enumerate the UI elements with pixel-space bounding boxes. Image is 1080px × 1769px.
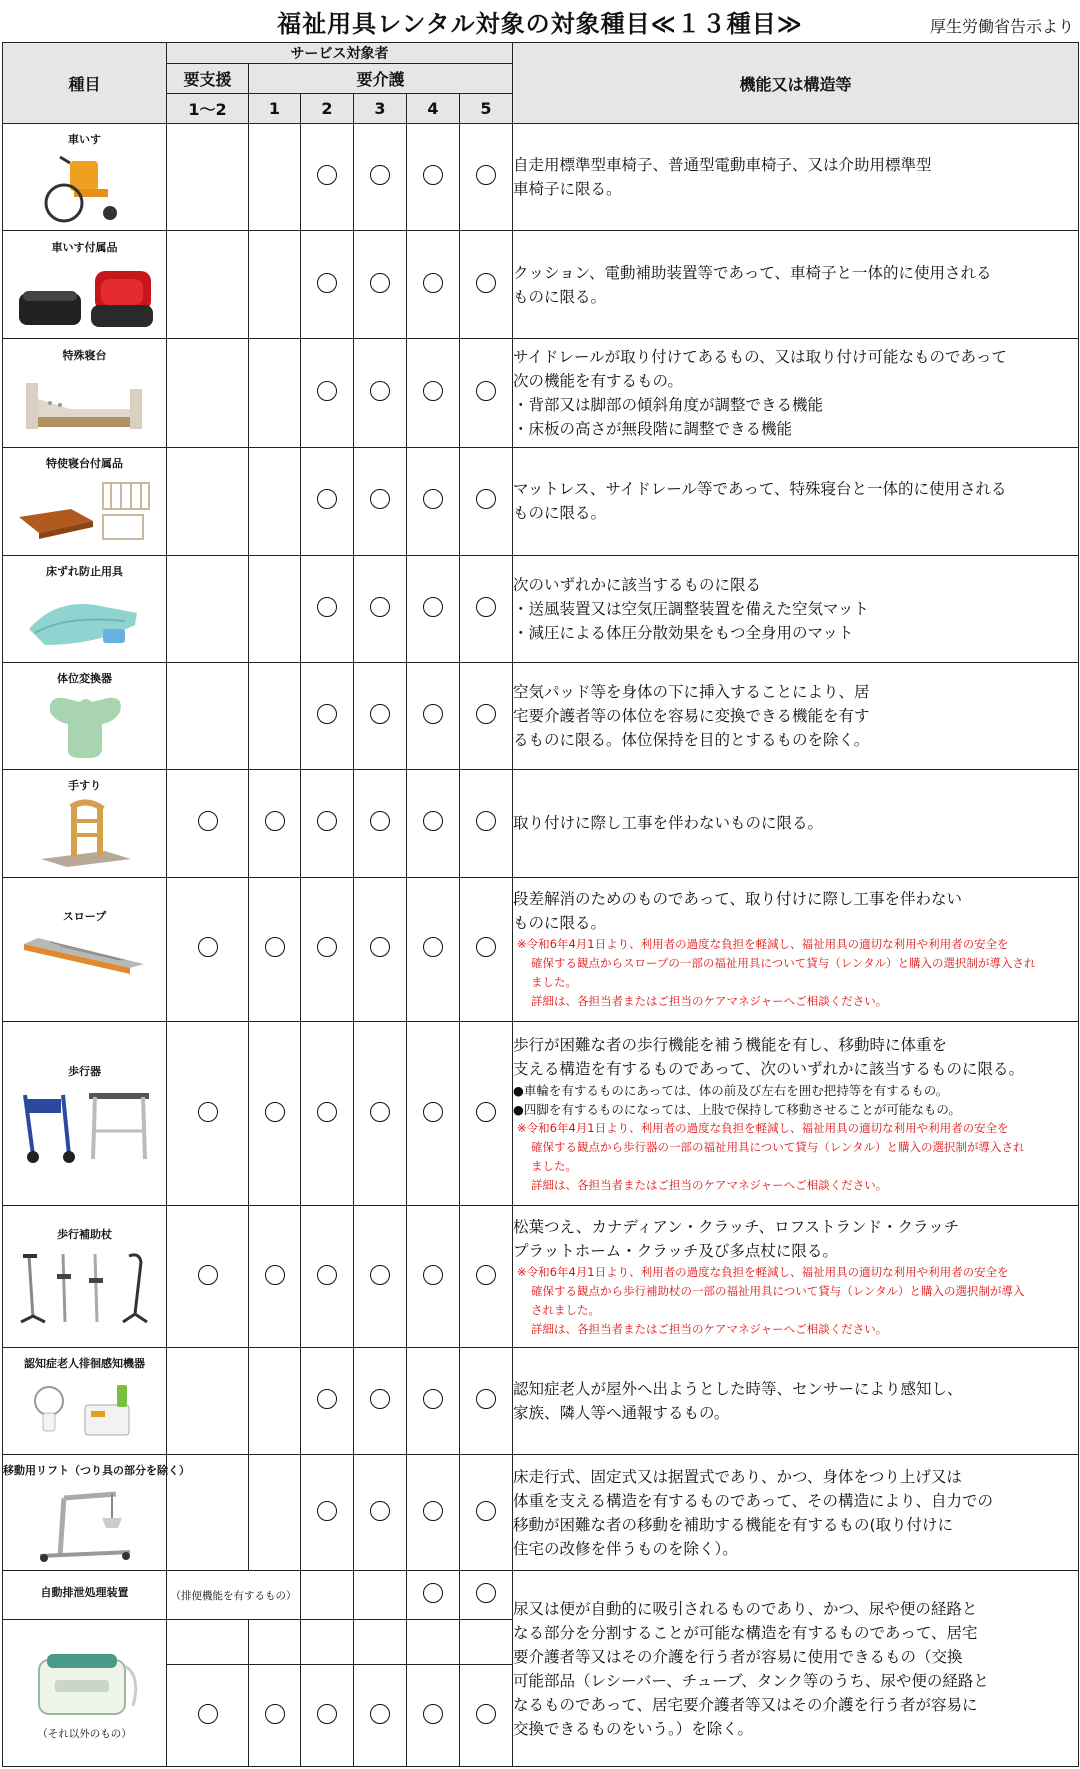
lift-icon [30, 1484, 140, 1564]
eligibility-cell [249, 1022, 301, 1206]
description-line: 尿又は便が自動的に吸引されるものであり、かつ、尿や便の経路と [513, 1599, 978, 1618]
item-name: 自動排泄処理装置 [40, 1586, 129, 1600]
table-row [3, 124, 1079, 231]
eligibility-cell [167, 338, 249, 448]
item-name: 認知症老人徘徊感知機器 [24, 1356, 145, 1370]
description-line: 要介護者等又はその介護を行う者が容易に使用できるもの（交換 [513, 1647, 963, 1666]
eligibility-cell [301, 1206, 354, 1347]
eligibility-cell [249, 555, 301, 662]
description-line: クッション、電動補助装置等であって、車椅子と一体的に使用される [513, 263, 992, 282]
description-cell [513, 555, 1079, 662]
eligibility-cell [460, 770, 513, 877]
item-name: スロープ [62, 910, 107, 924]
eligibility-cell [301, 448, 354, 555]
eligible-circle-icon [317, 1389, 337, 1409]
eligibility-cell [167, 662, 249, 769]
eligible-circle-icon [370, 1704, 390, 1724]
description-line: ものに限る。 [513, 504, 607, 523]
eligibility-cell [249, 448, 301, 555]
description-line: マットレス、サイドレール等であって、特殊寝台と一体的に使用される [513, 480, 1007, 499]
level-header: 1 [249, 94, 301, 124]
eligible-circle-icon [198, 811, 218, 831]
item-name: 車いす [68, 133, 101, 147]
eligible-circle-icon [370, 704, 390, 724]
level-header: 5 [460, 94, 513, 124]
eligibility-cell [407, 1347, 460, 1454]
description-line: 宅要介護者等の体位を容易に変換できる機能を有す [513, 707, 870, 726]
eligible-circle-icon [476, 1704, 496, 1724]
excretion-sub-label-b: （それ以外のもの） [37, 1727, 132, 1740]
eligible-circle-icon [370, 489, 390, 509]
sensor-device-icon [25, 1377, 145, 1447]
description-line: 可能部品（レシーバー、チューブ、タンク等のうち、尿や便の経路と [513, 1671, 989, 1690]
description-line: 次の機能を有するもの。 [513, 371, 683, 390]
eligibility-cell [249, 124, 301, 231]
eligibility-cell [301, 124, 354, 231]
eligibility-cell [354, 1347, 407, 1454]
description-line: ものに限る。 [513, 914, 607, 933]
eligible-circle-icon [370, 597, 390, 617]
eligibility-cell [167, 1022, 249, 1206]
notice-line: されました。 [531, 1302, 600, 1317]
eligibility-cell [407, 662, 460, 769]
description-line: ・減圧による体圧分散効果をもつ全身用のマット [513, 623, 854, 642]
eligibility-cell [249, 877, 301, 1022]
description-line: サイドレールが取り付けてあるもの、又は取り付け可能なものであって [513, 347, 1007, 366]
description-cell [513, 877, 1079, 1022]
eligible-circle-icon [423, 811, 443, 831]
slope-icon [20, 930, 150, 990]
eligibility-cell [249, 1347, 301, 1454]
eligible-circle-icon [198, 1102, 218, 1122]
eligibility-cell [301, 338, 354, 448]
eligible-circle-icon [423, 937, 443, 957]
description-line: 車椅子に限る。 [513, 180, 622, 199]
eligible-circle-icon [476, 165, 496, 185]
eligible-circle-icon [317, 1265, 337, 1285]
function-column-header: 機能又は構造等 [513, 43, 1079, 124]
eligible-circle-icon [476, 811, 496, 831]
eligible-circle-icon [423, 381, 443, 401]
notice-line: ました。 [531, 1158, 577, 1173]
eligibility-cell [301, 1022, 354, 1206]
eligibility-cell [301, 1665, 354, 1767]
eligible-circle-icon [476, 1583, 496, 1603]
level-header: 4 [407, 94, 460, 124]
red-notice [513, 1263, 1078, 1339]
eligibility-cell [460, 1620, 513, 1665]
table-row [3, 877, 1079, 1022]
description-line: 認知症老人が屋外へ出ようとした時等、センサーにより感知し、 [513, 1379, 963, 1398]
service-target-header: サービス対象者 [167, 43, 513, 64]
item-name: 移動用リフト（つり具の部分を除く） [3, 1463, 190, 1477]
description-line: 支える構造を有するものであって、次のいずれかに該当するものに限る。 [513, 1059, 1025, 1078]
eligible-circle-icon [265, 1704, 285, 1724]
eligibility-cell [460, 124, 513, 231]
eligible-circle-icon [370, 1102, 390, 1122]
table-row [3, 770, 1079, 877]
description-line: 家族、隣人等へ通報するもの。 [513, 1403, 730, 1422]
eligibility-cell [354, 1571, 407, 1620]
eligible-circle-icon [423, 489, 443, 509]
eligible-circle-icon [265, 1102, 285, 1122]
eligible-circle-icon [423, 704, 443, 724]
eligible-circle-icon [476, 704, 496, 724]
eligibility-cell [167, 877, 249, 1022]
description-cell [513, 770, 1079, 877]
eligibility-cell [354, 1206, 407, 1347]
eligible-circle-icon [423, 1704, 443, 1724]
description-line: ものに限る。 [513, 287, 607, 306]
eligible-circle-icon [476, 1265, 496, 1285]
description-line: 次のいずれかに該当するものに限る [513, 575, 762, 594]
item-cell [3, 1571, 167, 1620]
eligible-circle-icon [476, 273, 496, 293]
eligibility-cell [249, 338, 301, 448]
eligibility-cell [249, 770, 301, 877]
table-row [3, 662, 1079, 769]
eligibility-cell [249, 231, 301, 338]
eligibility-cell [167, 1665, 249, 1767]
rental-items-table [2, 42, 1079, 1767]
handrail-icon [35, 799, 135, 869]
eligibility-cell [301, 555, 354, 662]
eligibility-cell [460, 448, 513, 555]
description-cell [513, 1571, 1079, 1767]
eligibility-cell [460, 1347, 513, 1454]
notice-line: 確保する観点から歩行補助杖の一部の福祉用具について貸与（レンタル）と購入の選択制が導入 [531, 1283, 1025, 1298]
item-cell [3, 555, 167, 662]
eligibility-cell [407, 124, 460, 231]
description-line: 空気パッド等を身体の下に挿入することにより、居 [513, 683, 870, 702]
eligibility-cell [167, 448, 249, 555]
eligible-circle-icon [317, 1704, 337, 1724]
table-row [3, 1347, 1079, 1454]
eligible-circle-icon [423, 273, 443, 293]
notice-line: 詳細は、各担当者またはご担当のケアマネジャーへご相談ください。 [531, 1321, 888, 1336]
eligible-circle-icon [423, 1389, 443, 1409]
eligible-circle-icon [317, 937, 337, 957]
description-line: 松葉つえ、カナディアン・クラッチ、ロフストランド・クラッチ [513, 1217, 960, 1236]
eligible-circle-icon [476, 597, 496, 617]
eligible-circle-icon [476, 489, 496, 509]
eligibility-cell [460, 338, 513, 448]
eligibility-cell [354, 1620, 407, 1665]
eligibility-cell [301, 877, 354, 1022]
item-cell [3, 1022, 167, 1206]
eligible-circle-icon [476, 1102, 496, 1122]
description-cell [513, 124, 1079, 231]
eligible-circle-icon [317, 1501, 337, 1521]
table-row [3, 555, 1079, 662]
eligibility-cell [407, 770, 460, 877]
description-cell [513, 448, 1079, 555]
excretion-sub-label-a: （排便機能を有するもの） [167, 1571, 301, 1620]
eligibility-cell [249, 1665, 301, 1767]
description-line: ●車輪を有するものにあっては、体の前及び左右を囲む把持等を有するもの。 [513, 1082, 949, 1098]
eligibility-cell [167, 231, 249, 338]
description-line: ・背部又は脚部の傾斜角度が調整できる機能 [513, 395, 824, 414]
wheelchair-icon [30, 153, 140, 223]
eligibility-cell [354, 124, 407, 231]
table-row [3, 1455, 1079, 1571]
item-name: 手すり [68, 779, 101, 793]
excretion-device-icon [25, 1646, 145, 1722]
item-name: 車いす付属品 [51, 240, 118, 254]
eligibility-cell [301, 1455, 354, 1571]
eligibility-cell [460, 877, 513, 1022]
description-cell [513, 662, 1079, 769]
description-line: 交換できるものをいう。）を除く。 [513, 1719, 753, 1738]
eligibility-cell [407, 1206, 460, 1347]
red-notice [513, 1119, 1078, 1195]
notice-line: 詳細は、各担当者またはご担当のケアマネジャーへご相談ください。 [531, 1177, 888, 1192]
eligible-circle-icon [198, 1704, 218, 1724]
description-line: 取り付けに際し工事を伴わないものに限る。 [513, 814, 824, 833]
cushion-icon [15, 261, 155, 331]
item-cell [3, 338, 167, 448]
table-row [3, 1571, 1079, 1620]
eligibility-cell [301, 770, 354, 877]
table-row [3, 231, 1079, 338]
description-line: 歩行が困難な者の歩行機能を補う機能を有し、移動時に体重を [513, 1035, 948, 1054]
item-name: 歩行器 [68, 1064, 101, 1078]
item-cell [3, 1206, 167, 1347]
bed-icon [20, 369, 150, 439]
eligible-circle-icon [370, 381, 390, 401]
eligibility-cell [407, 338, 460, 448]
level-header: 1～2 [167, 94, 249, 124]
air-mattress-icon [25, 585, 145, 655]
description-cell [513, 1347, 1079, 1454]
eligible-circle-icon [423, 1102, 443, 1122]
eligible-circle-icon [317, 704, 337, 724]
eligibility-cell [354, 231, 407, 338]
item-name: 体位変換器 [57, 672, 112, 686]
eligible-circle-icon [423, 597, 443, 617]
eligible-circle-icon [317, 811, 337, 831]
description-line: ・床板の高さが無段階に調整できる機能 [513, 419, 793, 438]
eligibility-cell [407, 1571, 460, 1620]
eligibility-cell [407, 1620, 460, 1665]
eligibility-cell [167, 555, 249, 662]
eligibility-cell [301, 231, 354, 338]
eligible-circle-icon [317, 1102, 337, 1122]
description-cell [513, 1206, 1079, 1347]
eligible-circle-icon [423, 1501, 443, 1521]
item-cell [3, 1347, 167, 1454]
item-cell [3, 770, 167, 877]
eligible-circle-icon [317, 165, 337, 185]
eligibility-cell [407, 1022, 460, 1206]
eligibility-cell [460, 231, 513, 338]
eligibility-cell [167, 1347, 249, 1454]
eligibility-cell [460, 1022, 513, 1206]
eligibility-cell [407, 448, 460, 555]
eligibility-cell [354, 1022, 407, 1206]
item-name: 歩行補助杖 [57, 1227, 112, 1241]
eligibility-cell [301, 1347, 354, 1454]
item-image-cell [3, 1620, 167, 1767]
item-name: 特使寝台付属品 [46, 457, 123, 471]
description-line: 住宅の改修を伴うものを除く）。 [513, 1539, 738, 1558]
eligibility-cell [354, 1455, 407, 1571]
notice-line: ました。 [531, 975, 577, 990]
page-title: 福祉用具レンタル対象の対象種目≪１３種目≫ [277, 10, 803, 38]
eligibility-cell [354, 877, 407, 1022]
item-cell [3, 877, 167, 1022]
eligibility-cell [407, 1455, 460, 1571]
description-line: プラットホーム・クラッチ及び多点杖に限る。 [513, 1241, 838, 1260]
eligibility-cell [460, 662, 513, 769]
description-line: るものに限る。体位保持を目的とするものを除く。 [513, 731, 870, 750]
item-cell [3, 1455, 190, 1571]
item-cell [3, 231, 167, 338]
eligible-circle-icon [370, 165, 390, 185]
support-header: 要支援 [167, 64, 249, 94]
eligibility-cell [460, 1206, 513, 1347]
eligible-circle-icon [265, 937, 285, 957]
mattress-rail-icon [15, 477, 155, 547]
eligibility-cell [460, 1455, 513, 1571]
eligibility-cell [354, 555, 407, 662]
eligible-circle-icon [317, 489, 337, 509]
description-cell [513, 1022, 1079, 1206]
eligibility-cell [354, 1665, 407, 1767]
eligibility-cell [407, 555, 460, 662]
eligible-circle-icon [370, 811, 390, 831]
notice-line: ※令和6年4月1日より、利用者の過度な負担を軽減し、福祉用具の適切な利用や利用者の安全を [517, 1264, 1009, 1279]
description-line: なる部分を分割することが可能な構造を有するものであって、居宅 [513, 1623, 978, 1642]
eligibility-cell [249, 662, 301, 769]
eligible-circle-icon [370, 273, 390, 293]
eligible-circle-icon [265, 1265, 285, 1285]
notice-line: ※令和6年4月1日より、利用者の過度な負担を軽減し、福祉用具の適切な利用や利用者の安全を [517, 937, 1009, 952]
eligible-circle-icon [423, 1583, 443, 1603]
table-row [3, 1206, 1079, 1347]
description-line: 自走用標準型車椅子、普通型電動車椅子、又は介助用標準型 [513, 156, 932, 175]
eligibility-cell [167, 1620, 249, 1665]
table-row [3, 338, 1079, 448]
eligible-circle-icon [476, 1501, 496, 1521]
title-bar [0, 0, 1080, 42]
eligible-circle-icon [370, 1389, 390, 1409]
item-name: 床ずれ防止用具 [46, 564, 123, 578]
notice-line: 確保する観点から歩行器の一部の福祉用具について貸与（レンタル）と購入の選択制が導入され [531, 1139, 1025, 1154]
eligible-circle-icon [423, 1265, 443, 1285]
table-row [3, 1022, 1079, 1206]
eligibility-cell [301, 1620, 354, 1665]
notice-line: ※令和6年4月1日より、利用者の過度な負担を軽減し、福祉用具の適切な利用や利用者の安全を [517, 1120, 1009, 1135]
item-cell [3, 448, 167, 555]
positioning-cushion-icon [40, 692, 130, 762]
description-line: なるものであって、居宅要介護者等又はその介護を行う者が容易に [513, 1695, 978, 1714]
eligibility-cell [249, 1206, 301, 1347]
description-line: ●四脚を有するものになっては、上肢で保持して移動させることが可能なもの。 [513, 1101, 961, 1117]
eligibility-cell [407, 877, 460, 1022]
eligibility-cell [407, 1665, 460, 1767]
eligibility-cell [167, 1206, 249, 1347]
description-line: 移動が困難な者の移動を補助する機能を有するもの(取り付けに [513, 1515, 954, 1534]
description-cell [513, 231, 1079, 338]
eligibility-cell [460, 1665, 513, 1767]
eligibility-cell [301, 1571, 354, 1620]
item-name: 特殊寝台 [62, 348, 107, 362]
description-line: ・送風装置又は空気圧調整装置を備えた空気マット [513, 599, 869, 618]
eligible-circle-icon [370, 937, 390, 957]
description-cell [513, 338, 1079, 448]
eligibility-cell [354, 770, 407, 877]
eligible-circle-icon [317, 381, 337, 401]
eligibility-cell [354, 338, 407, 448]
cane-icon [15, 1248, 155, 1328]
level-header: 2 [301, 94, 354, 124]
eligibility-cell [354, 662, 407, 769]
care-header: 要介護 [249, 64, 513, 94]
description-line: 床走行式、固定式又は据置式であり、かつ、身体をつり上げ又は [513, 1467, 962, 1486]
eligible-circle-icon [370, 1265, 390, 1285]
eligibility-cell [354, 448, 407, 555]
eligibility-cell [167, 770, 249, 877]
eligibility-cell [460, 555, 513, 662]
table-row [3, 448, 1079, 555]
description-cell [513, 1455, 1079, 1571]
eligible-circle-icon [370, 1501, 390, 1521]
item-cell [3, 662, 167, 769]
eligible-circle-icon [476, 381, 496, 401]
description-line: 段差解消のためのものであって、取り付けに際し工事を伴わない [513, 890, 963, 909]
eligible-circle-icon [476, 1389, 496, 1409]
level-header: 3 [354, 94, 407, 124]
eligibility-cell [301, 662, 354, 769]
item-column-header: 種目 [3, 43, 167, 124]
source-note: 厚生労働省告示より [929, 17, 1074, 36]
notice-line: 詳細は、各担当者またはご担当のケアマネジャーへご相談ください。 [531, 994, 888, 1009]
item-cell [3, 124, 167, 231]
red-notice [513, 935, 1078, 1011]
eligibility-cell [249, 1455, 301, 1571]
notice-line: 確保する観点からスロープの一部の福祉用具について貸与（レンタル）と購入の選択制が導入され [531, 956, 1036, 971]
eligibility-cell [249, 1620, 301, 1665]
eligible-circle-icon [317, 273, 337, 293]
eligible-circle-icon [423, 165, 443, 185]
eligibility-cell [460, 1571, 513, 1620]
eligible-circle-icon [317, 597, 337, 617]
eligibility-cell [167, 124, 249, 231]
eligible-circle-icon [198, 937, 218, 957]
eligible-circle-icon [476, 937, 496, 957]
eligible-circle-icon [198, 1265, 218, 1285]
eligibility-cell [407, 231, 460, 338]
eligible-circle-icon [265, 811, 285, 831]
walker-icon [15, 1085, 155, 1165]
description-line: 体重を支える構造を有するものであって、その構造により、自力での [513, 1491, 994, 1510]
